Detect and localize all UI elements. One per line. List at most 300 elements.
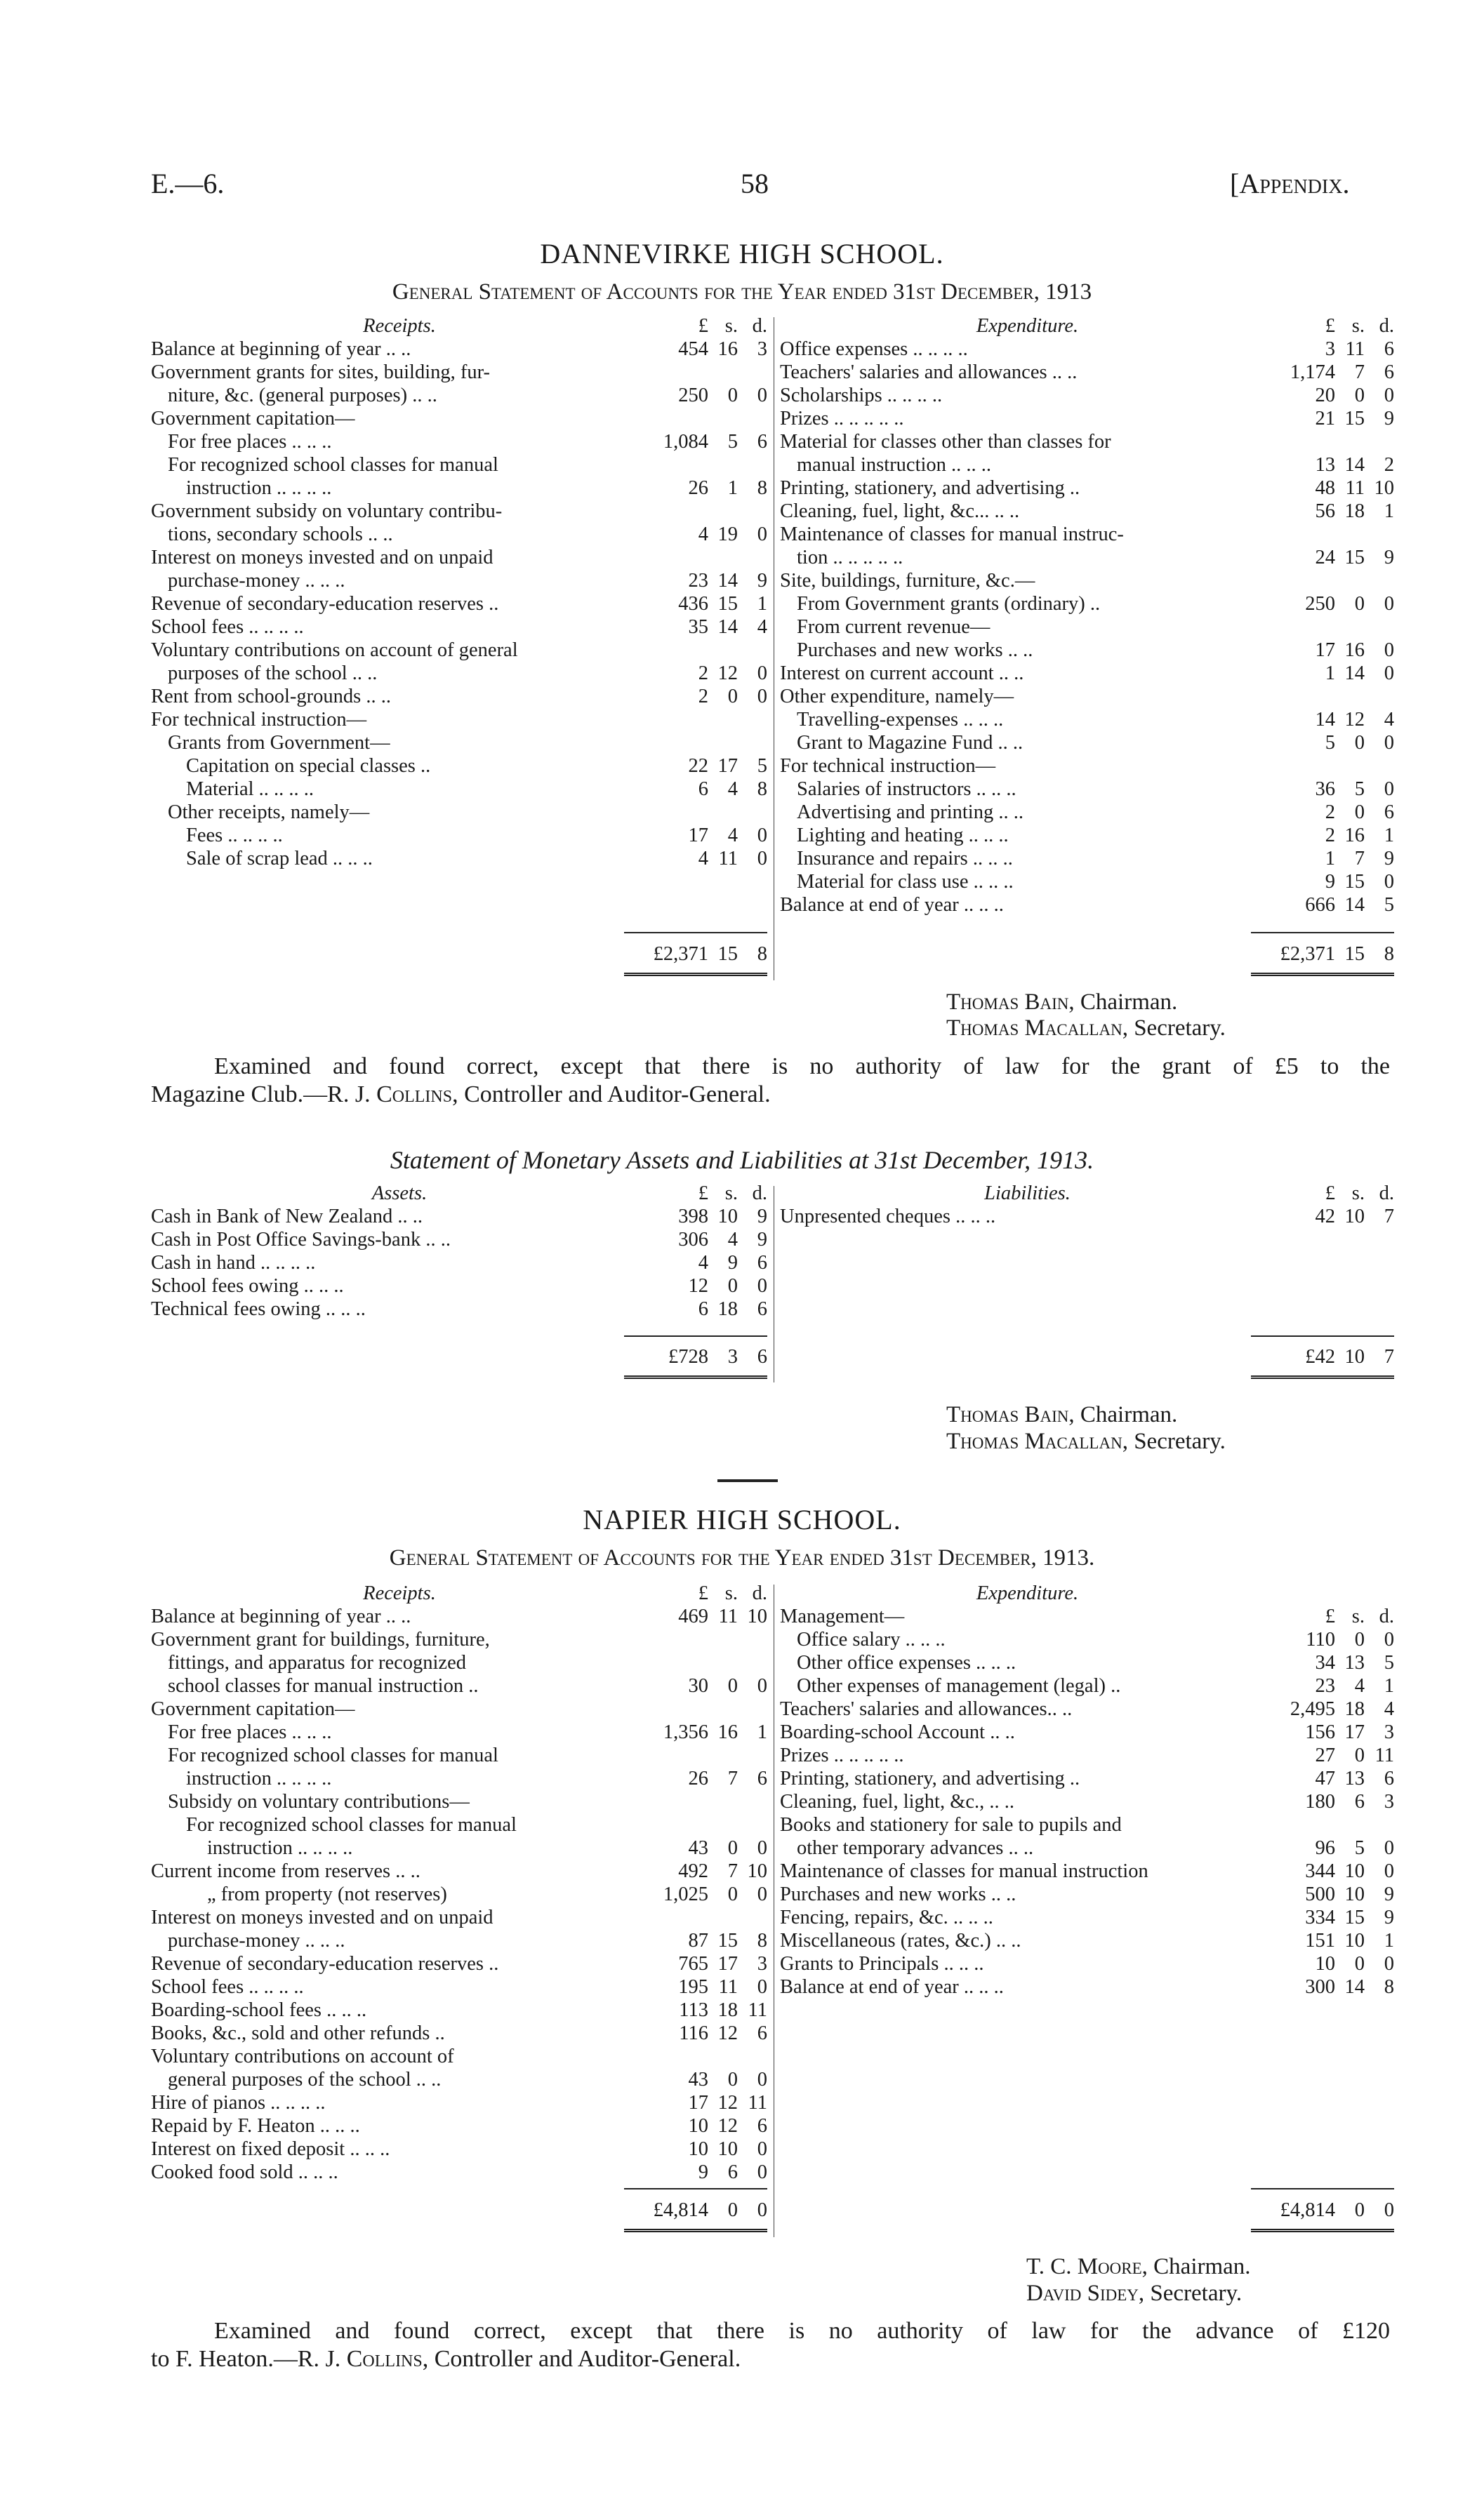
- ledger-item-label: Hire of pianos .. .. .. ..: [151, 2092, 326, 2114]
- pounds-head: £: [698, 1182, 708, 1204]
- ledger-item-amount: [652, 824, 767, 847]
- amount-shillings: 5: [1354, 778, 1365, 800]
- amount-shillings: 10: [1344, 1860, 1365, 1882]
- total-rule: [624, 2188, 767, 2189]
- amount-shillings: 12: [717, 2115, 738, 2137]
- amount-shillings: 5: [1354, 1837, 1365, 1859]
- ledger-item-label: Teachers' salaries and allowances .. ..: [780, 361, 1078, 383]
- amount-pounds: 110: [1306, 1629, 1335, 1651]
- secretary-name: Thomas Macallan,: [946, 1015, 1128, 1041]
- ledger-row: [780, 1790, 1394, 1813]
- ledger-item-label: Maintenance of classes for manual instruc-: [780, 524, 1124, 545]
- amount-shillings: 13: [1344, 1652, 1365, 1674]
- amount-pounds: 1,356: [663, 1721, 708, 1743]
- amount-pounds: 48: [1315, 477, 1335, 499]
- ledger-row: [151, 1906, 767, 1929]
- ledger-item-amount: [652, 1999, 767, 2022]
- amount-shillings: 0: [727, 1884, 738, 1905]
- ledger-item-amount: [1279, 1628, 1394, 1651]
- amount-pounds: 34: [1315, 1652, 1335, 1674]
- ledger-row: [780, 523, 1394, 546]
- ledger-item-label: Material .. .. .. ..: [186, 778, 314, 800]
- receipts-rows: [151, 338, 767, 870]
- chairman-role: Chairman.: [1074, 989, 1178, 1015]
- amount-shillings: 7: [1354, 848, 1365, 869]
- amount-shillings: 0: [1354, 385, 1365, 406]
- secretary-role: Secretary.: [1127, 1015, 1226, 1041]
- secretary-signature: [946, 1429, 1226, 1455]
- amount-pence: 8: [757, 1930, 767, 1952]
- shillings-head: s.: [724, 1582, 738, 1604]
- ledger-item-amount: [1279, 592, 1394, 615]
- amount-pence: 11: [1374, 1745, 1394, 1766]
- amount-pounds: 10: [688, 2138, 708, 2160]
- total-double-rule: [624, 2229, 767, 2234]
- ledger-row: [151, 824, 767, 847]
- ledger-item-label: Purchases and new works .. ..: [780, 1884, 1016, 1905]
- ledger-row: [780, 639, 1394, 662]
- ledger-row: [780, 1651, 1394, 1674]
- amount-pounds: 454: [678, 338, 708, 360]
- auditor-title: Controller and Auditor-General.: [428, 2346, 741, 2372]
- ledger-row: [780, 546, 1394, 569]
- amount-pounds: 21: [1315, 408, 1335, 429]
- ledger-item-label: Advertising and printing .. ..: [797, 801, 1023, 823]
- ledger-item-label: School fees .. .. .. ..: [151, 616, 304, 638]
- ledger-item-label: Cash in Bank of New Zealand .. ..: [151, 1206, 423, 1227]
- amount-pence: 0: [757, 524, 767, 545]
- amount-pence: 4: [1384, 1698, 1394, 1720]
- ledger-item-label: other temporary advances .. ..: [797, 1837, 1034, 1859]
- amount-pence: 3: [757, 338, 767, 360]
- ledger-row: [151, 500, 767, 523]
- ledger-item-label: Other receipts, namely—: [168, 801, 370, 823]
- amount-shillings: 15: [717, 1930, 738, 1952]
- audit-note-line-1: Examined and found correct, except that there is no authority of law for the advance of £120: [214, 2318, 1390, 2344]
- ledger-item-amount: [1279, 546, 1394, 569]
- amount-pounds: 116: [679, 2022, 708, 2044]
- ledger-row: [151, 361, 767, 384]
- ledger-item-label: Balance at beginning of year .. ..: [151, 338, 411, 360]
- ledger-item-amount: [1279, 893, 1394, 916]
- amount-shillings: 12: [1344, 709, 1365, 731]
- monetary-statement-title: Statement of Monetary Assets and Liabilities at 31st December, 1913.: [390, 1146, 1094, 1174]
- dannevirke-receipts: [151, 314, 767, 870]
- amount-pounds: 1: [1325, 662, 1335, 684]
- appendix-label: [Appendix.: [1230, 168, 1350, 199]
- ledger-row: [151, 731, 767, 754]
- ledger-item-label: Balance at end of year .. .. ..: [780, 1976, 1004, 1998]
- ledger-item-label: Cleaning, fuel, light, &c... .. ..: [780, 500, 1020, 522]
- ledger-item-label: fittings, and apparatus for recognized: [168, 1652, 466, 1674]
- ledger-item-label: School fees .. .. .. ..: [151, 1976, 304, 1998]
- amount-pence: 11: [748, 1999, 767, 2021]
- ledger-item-label: purchase-money .. .. ..: [168, 1930, 345, 1952]
- receipts-rows: [151, 1605, 767, 2184]
- amount-shillings: 0: [1354, 593, 1365, 615]
- ledger-item-label: From Government grants (ordinary) ..: [797, 593, 1101, 615]
- ledger-item-label: Government capitation—: [151, 408, 355, 429]
- total-pence: 0: [1384, 2199, 1394, 2221]
- amount-pounds: 2: [698, 662, 708, 684]
- liabilities-total: [1269, 1346, 1394, 1368]
- napier-subtitle: General Statement of Accounts for the Year ended 31st December, 1913.: [389, 1545, 1095, 1571]
- ledger-row: [780, 476, 1394, 500]
- ledger-row: [151, 1698, 767, 1721]
- ledger-row: [780, 801, 1394, 824]
- ledger-row: [151, 2045, 767, 2068]
- ledger-item-amount: [1279, 1651, 1394, 1674]
- ledger-item-amount: [652, 685, 767, 708]
- ledger-row: [780, 569, 1394, 592]
- amount-pence: 5: [757, 755, 767, 777]
- amount-pence: 0: [757, 848, 767, 869]
- pence-head: d.: [752, 315, 767, 337]
- ledger-item-label: „ from property (not reserves): [207, 1884, 447, 1905]
- amount-pounds: 113: [679, 1999, 708, 2021]
- amount-pence: 0: [1384, 662, 1394, 684]
- ledger-row: [780, 1813, 1394, 1836]
- pence-head: d.: [1379, 1182, 1394, 1204]
- ledger-row: [151, 1813, 767, 1836]
- pounds-head: £: [698, 1582, 708, 1604]
- ledger-item-amount: [1279, 708, 1394, 731]
- total-pence: 8: [1384, 943, 1394, 965]
- ledger-item-label: Interest on moneys invested and on unpaid: [151, 547, 493, 568]
- pence-head: d.: [1379, 1606, 1394, 1627]
- amount-shillings: 9: [727, 1252, 738, 1274]
- ledger-item-label: Boarding-school fees .. .. ..: [151, 1999, 367, 2021]
- ledger-item-amount: [1279, 1744, 1394, 1767]
- ledger-row: [151, 2091, 767, 2114]
- amount-shillings: 4: [727, 1229, 738, 1251]
- ledger-item-amount: [1279, 1767, 1394, 1790]
- amount-pence: 0: [757, 1837, 767, 1859]
- amount-pounds: 22: [688, 755, 708, 777]
- audit-note-line-1: Examined and found correct, except that there is no authority of law for the grant of £5 to the: [214, 1053, 1390, 1079]
- secretary-role: Secretary.: [1127, 1429, 1226, 1454]
- amount-shillings: 11: [718, 848, 738, 869]
- ledger-item-amount: [652, 569, 767, 592]
- amount-pence: 1: [1384, 1675, 1394, 1697]
- secretary-name: Thomas Macallan,: [946, 1429, 1128, 1454]
- dannevirke-title: DANNEVIRKE HIGH SCHOOL.: [540, 238, 944, 269]
- amount-pounds: 17: [1315, 639, 1335, 661]
- ledger-item-amount: [652, 754, 767, 778]
- expenditure-rows: [780, 338, 1394, 916]
- amount-pence: 6: [1384, 801, 1394, 823]
- amount-shillings: 11: [1345, 477, 1365, 499]
- amount-shillings: 7: [727, 1768, 738, 1789]
- ledger-item-label: Voluntary contributions on account of: [151, 2046, 454, 2067]
- amount-shillings: 14: [717, 570, 738, 592]
- amount-pounds: 13: [1315, 454, 1335, 476]
- napier-receipts: [151, 1582, 767, 2184]
- ledger-row: [780, 1744, 1394, 1767]
- total-pounds: £2,371: [1280, 943, 1335, 965]
- amount-pence: 1: [1384, 825, 1394, 846]
- ledger-item-amount: [652, 2161, 767, 2184]
- ledger-item-label: tions, secondary schools .. ..: [168, 524, 393, 545]
- ledger-item-label: School fees owing .. .. ..: [151, 1275, 344, 1297]
- chairman-name: Thomas Bain,: [946, 1402, 1075, 1427]
- ledger-item-label: For free places .. .. ..: [168, 431, 332, 453]
- ledger-item-amount: [652, 1721, 767, 1744]
- ledger-item-label: Material for classes other than classes for: [780, 431, 1111, 453]
- ledger-item-amount: [1279, 1674, 1394, 1698]
- amount-pence: 0: [1384, 385, 1394, 406]
- pence-head: d.: [1379, 315, 1394, 337]
- ledger-item-label: Balance at end of year .. .. ..: [780, 894, 1004, 916]
- shillings-head: s.: [1351, 1182, 1365, 1204]
- amount-pounds: 2,495: [1290, 1698, 1335, 1720]
- ledger-item-label: Repaid by F. Heaton .. .. ..: [151, 2115, 360, 2137]
- ledger-item-amount: [1279, 1836, 1394, 1860]
- amount-pence: 1: [757, 1721, 767, 1743]
- ledger-item-amount: [1279, 1205, 1394, 1228]
- amount-pounds: 1,174: [1290, 361, 1335, 383]
- auditor-name: Collins,: [346, 2346, 429, 2372]
- ledger-item-amount: [1279, 801, 1394, 824]
- ledger-row: [780, 592, 1394, 615]
- receipts-column-head: [151, 314, 767, 338]
- amount-pounds: 2: [698, 686, 708, 707]
- ledger-item-label: Cash in Post Office Savings-bank .. ..: [151, 1229, 451, 1251]
- ledger-row: [151, 847, 767, 870]
- chairman-signature: [946, 1402, 1177, 1428]
- ledger-item-label: Prizes .. .. .. .. ..: [780, 1745, 904, 1766]
- ledger-item-amount: [652, 1674, 767, 1698]
- ledger-item-label: Boarding-school Account .. ..: [780, 1721, 1015, 1743]
- amount-pounds: 6: [698, 1298, 708, 1320]
- ledger-row: [151, 1228, 767, 1251]
- ledger-item-label: instruction .. .. .. ..: [186, 477, 332, 499]
- ledger-item-label: Printing, stationery, and advertising ..: [780, 1768, 1080, 1789]
- ledger-item-amount: [1279, 639, 1394, 662]
- ledger-item-amount: [652, 1274, 767, 1298]
- amount-pence: 6: [1384, 1768, 1394, 1789]
- ledger-item-label: tion .. .. .. .. ..: [797, 547, 903, 568]
- ledger-row: [151, 1674, 767, 1698]
- amount-shillings: 17: [717, 755, 738, 777]
- amount-pence: 9: [1384, 408, 1394, 429]
- ledger-item-label: school classes for manual instruction ..: [168, 1675, 479, 1697]
- ledger-item-amount: [1279, 1929, 1394, 1952]
- amount-pence: 4: [757, 616, 767, 638]
- amount-pounds: 17: [688, 825, 708, 846]
- ledger-row: [780, 1721, 1394, 1744]
- ledger-row: [151, 1651, 767, 1674]
- amount-pounds: 398: [678, 1206, 708, 1227]
- shillings-head: s.: [724, 1182, 738, 1204]
- amount-pounds: 43: [688, 2069, 708, 2091]
- amount-pounds: 27: [1315, 1745, 1335, 1766]
- amount-shillings: 11: [718, 1606, 738, 1627]
- ledger-item-label: From current revenue—: [797, 616, 991, 638]
- shillings-head: s.: [1351, 315, 1365, 337]
- ledger-item-amount: [652, 1929, 767, 1952]
- ledger-item-label: Travelling-expenses .. .. ..: [797, 709, 1004, 731]
- ledger-row: [151, 338, 767, 361]
- ledger-item-label: Prizes .. .. .. .. ..: [780, 408, 904, 429]
- ledger-row: [151, 615, 767, 639]
- ledger-row: [780, 361, 1394, 384]
- ledger-item-amount: [652, 1860, 767, 1883]
- ledger-row: [780, 824, 1394, 847]
- ledger-row: [151, 476, 767, 500]
- ledger-row: [151, 639, 767, 662]
- amount-pence: 5: [1384, 1652, 1394, 1674]
- total-pence: 7: [1384, 1346, 1394, 1368]
- ledger-row: [151, 569, 767, 592]
- ledger-row: [780, 1929, 1394, 1952]
- liabilities-column-head: [780, 1182, 1394, 1205]
- secretary-signature: [1026, 2281, 1242, 2307]
- amount-pounds: 56: [1315, 500, 1335, 522]
- expenditure-column-head: [780, 1582, 1394, 1605]
- ledger-item-amount: [652, 523, 767, 546]
- amount-shillings: 0: [727, 1675, 738, 1697]
- ledger-item-label: instruction .. .. .. ..: [186, 1768, 332, 1789]
- amount-shillings: 16: [1344, 639, 1365, 661]
- ledger-item-label: Management—: [780, 1606, 905, 1627]
- amount-shillings: 18: [1344, 500, 1365, 522]
- ledger-item-amount: [1279, 338, 1394, 361]
- total-rule: [1251, 2188, 1394, 2189]
- amount-pounds: 195: [678, 1976, 708, 1998]
- amount-pounds: 24: [1315, 547, 1335, 568]
- ledger-row: [151, 778, 767, 801]
- ledger-item-label: Cash in hand .. .. .. ..: [151, 1252, 316, 1274]
- amount-pence: 11: [748, 2092, 767, 2114]
- amount-shillings: 7: [727, 1860, 738, 1882]
- page-number: 58: [741, 168, 769, 199]
- ledger-row: [780, 754, 1394, 778]
- ledger-item-amount: [1279, 1721, 1394, 1744]
- secretary-signature: [946, 1015, 1226, 1041]
- amount-shillings: 0: [727, 2069, 738, 2091]
- ledger-item-amount: [652, 1767, 767, 1790]
- pounds-head: £: [1325, 315, 1335, 337]
- chairman-signature: [946, 989, 1177, 1015]
- ledger-item-label: Office salary .. .. ..: [797, 1629, 946, 1651]
- amount-pounds: 9: [1325, 871, 1335, 893]
- amount-pounds: 26: [688, 1768, 708, 1789]
- ledger-item-label: Sale of scrap lead .. .. ..: [186, 848, 373, 869]
- ledger-item-label: instruction .. .. .. ..: [207, 1837, 353, 1859]
- amount-pence: 0: [757, 2138, 767, 2160]
- ledger-row: [151, 754, 767, 778]
- amount-pounds: 1,084: [663, 431, 708, 453]
- ledger-item-label: Revenue of secondary-education reserves ..: [151, 593, 499, 615]
- auditor-name: Collins,: [376, 1081, 458, 1107]
- assets-column: [151, 1182, 767, 1321]
- ledger-row: [151, 708, 767, 731]
- pounds-head: £: [1325, 1182, 1335, 1204]
- ledger-row: [151, 592, 767, 615]
- amount-pence: 8: [757, 477, 767, 499]
- total-pence: 6: [757, 1346, 767, 1368]
- dannevirke-audit-note: [151, 1053, 1390, 1109]
- amount-pence: 6: [757, 431, 767, 453]
- amount-pence: 9: [1384, 1907, 1394, 1928]
- amount-pounds: 151: [1305, 1930, 1335, 1952]
- assets-total: [642, 1346, 767, 1368]
- ledger-item-label: Purchases and new works .. ..: [797, 639, 1033, 661]
- ledger-item-label: Other expenditure, namely—: [780, 686, 1014, 707]
- total-double-rule: [1251, 1375, 1394, 1380]
- ledger-item-amount: [1279, 731, 1394, 754]
- amount-shillings: 10: [717, 1206, 738, 1227]
- ledger-row: [780, 453, 1394, 476]
- amount-pence: 0: [757, 1884, 767, 1905]
- ledger-item-amount: [1279, 662, 1394, 685]
- ledger-row: [780, 847, 1394, 870]
- amount-shillings: 15: [1344, 408, 1365, 429]
- ledger-row: [780, 870, 1394, 893]
- amount-shillings: 0: [1354, 732, 1365, 754]
- ledger-item-label: Cleaning, fuel, light, &c., .. ..: [780, 1791, 1015, 1813]
- amount-pounds: 36: [1315, 778, 1335, 800]
- total-pounds: £4,814: [1280, 2199, 1335, 2221]
- chairman-signature: [1026, 2254, 1251, 2280]
- ledger-row: [780, 1605, 1394, 1628]
- amount-pounds: 306: [678, 1229, 708, 1251]
- ledger-item-label: For technical instruction—: [780, 755, 996, 777]
- ledger-row: [780, 1975, 1394, 1999]
- amount-pence: 0: [757, 1275, 767, 1297]
- ledger-item-amount: [1279, 384, 1394, 407]
- ledger-row: [780, 893, 1394, 916]
- amount-pence: 6: [757, 1252, 767, 1274]
- ledger-item-label: Revenue of secondary-education reserves ..: [151, 1953, 499, 1975]
- ledger-row: [151, 1721, 767, 1744]
- ledger-row: [780, 1860, 1394, 1883]
- amount-pence: 5: [1384, 894, 1394, 916]
- total-pence: 8: [757, 943, 767, 965]
- amount-shillings: 4: [1354, 1675, 1365, 1697]
- amount-pence: 6: [757, 1768, 767, 1789]
- ledger-row: [151, 1836, 767, 1860]
- amount-shillings: 18: [717, 1999, 738, 2021]
- ledger-item-amount: [652, 2091, 767, 2114]
- amount-pence: 0: [757, 686, 767, 707]
- amount-pence: 9: [757, 1206, 767, 1227]
- amount-shillings: 16: [717, 1721, 738, 1743]
- ledger-row: [151, 1999, 767, 2022]
- ledger-item-label: For recognized school classes for manual: [186, 1814, 517, 1836]
- ledger-item-label: Unpresented cheques .. .. ..: [780, 1206, 996, 1227]
- ledger-row: [780, 708, 1394, 731]
- amount-pounds: 4: [698, 1252, 708, 1274]
- total-double-rule: [624, 1375, 767, 1380]
- amount-pounds: 180: [1305, 1791, 1335, 1813]
- ledger-item-label: purposes of the school .. ..: [168, 662, 378, 684]
- amount-shillings: 14: [717, 616, 738, 638]
- ledger-item-amount: [1279, 1952, 1394, 1975]
- amount-shillings: 10: [1344, 1206, 1365, 1227]
- ledger-item-amount: [652, 778, 767, 801]
- receipts-head: Receipts.: [363, 315, 436, 337]
- assets-head: Assets.: [371, 1182, 428, 1204]
- pence-head: d.: [752, 1182, 767, 1204]
- amount-pence: 3: [757, 1953, 767, 1975]
- amount-pence: 1: [1384, 500, 1394, 522]
- chairman-name: Thomas Bain,: [946, 989, 1075, 1015]
- ledger-row: [151, 685, 767, 708]
- amount-pence: 4: [1384, 709, 1394, 731]
- ledger-row: [780, 1906, 1394, 1929]
